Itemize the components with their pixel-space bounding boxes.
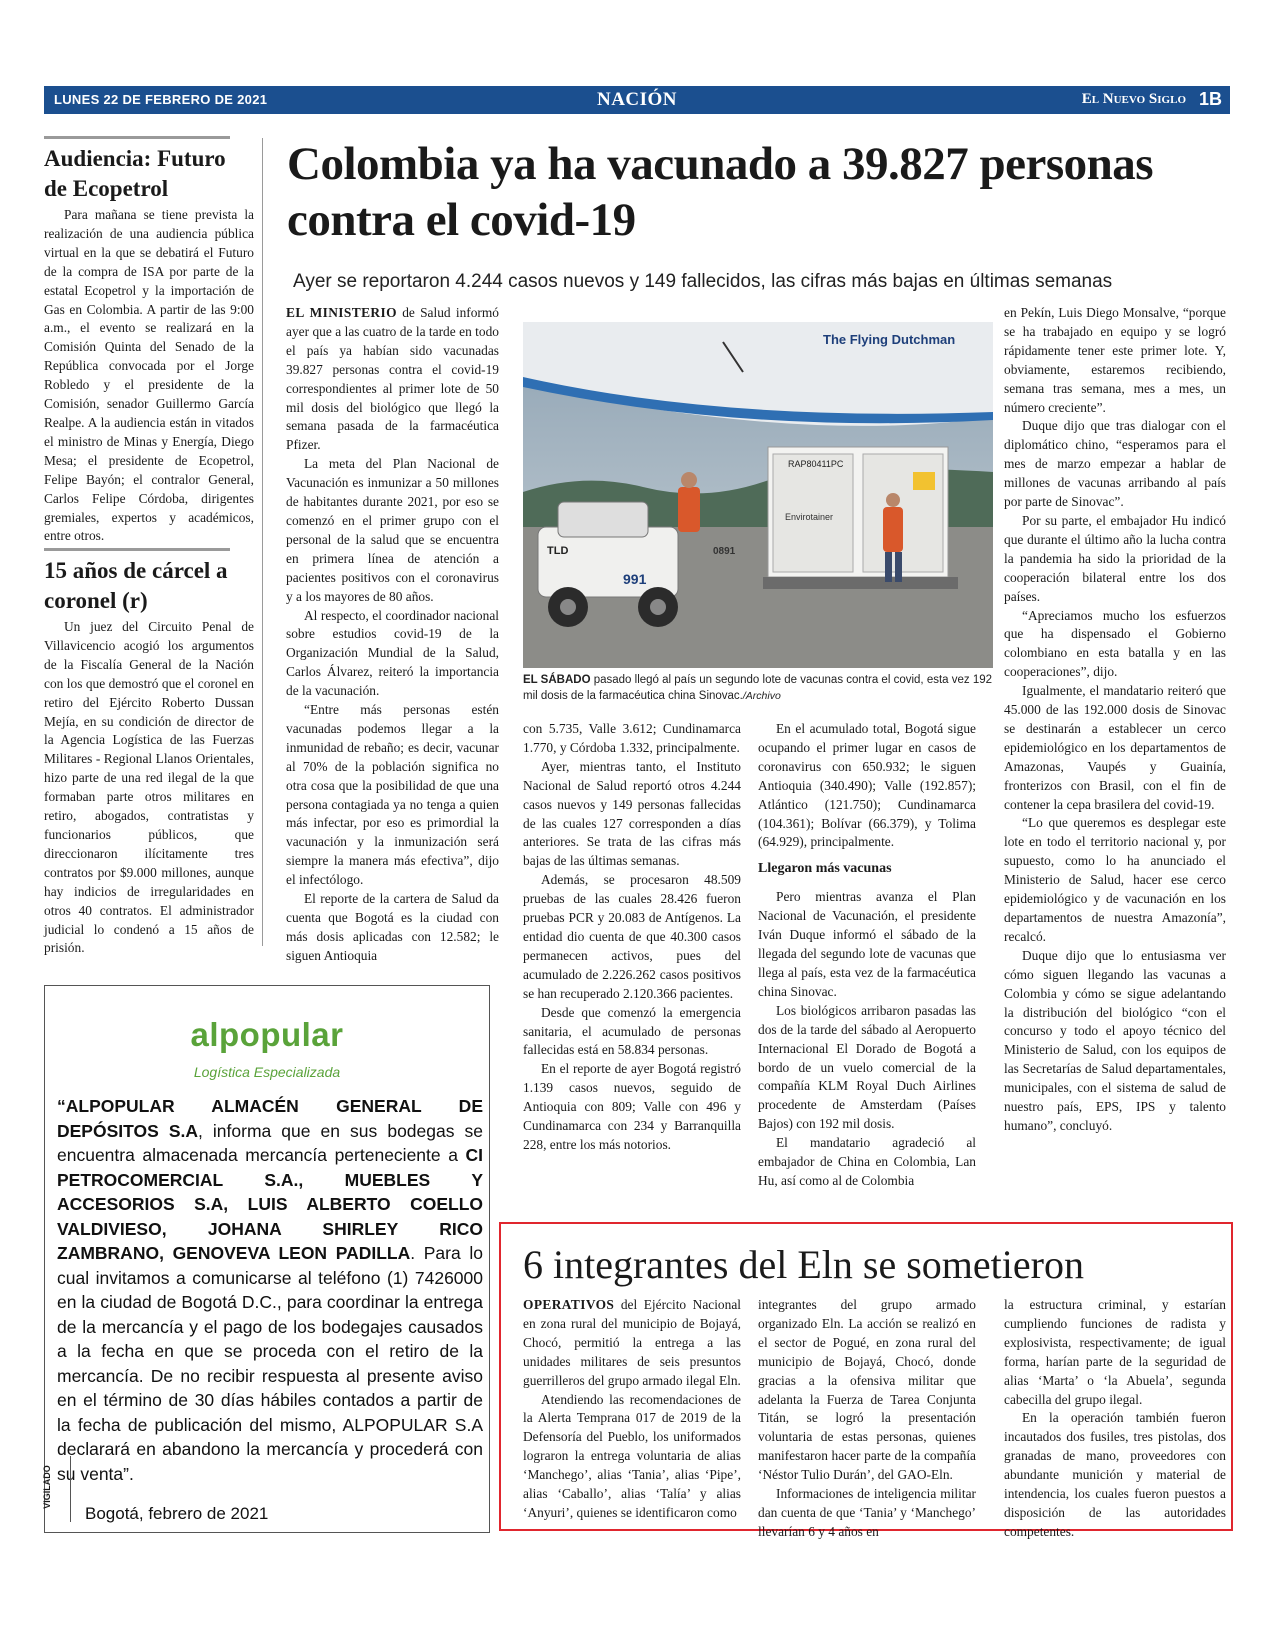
main-paragraph: “Apreciamos mucho los esfuerzos que ha dispensado el Gobierno colombiano en esta batalla y en las cooperaciones”, dijo.: [1004, 607, 1226, 680]
brief-title-ecopetrol: Audiencia: Futuro de Ecopetrol: [44, 146, 226, 201]
brief-body-coronel: Un juez del Circuito Penal de Villavicencio acogió los argumentos de la Fiscalía General de la Nación con los que demostró que el coronel en retiro del Ejército Roberto Dussan Mejía, en su condición de director de la Agencia Logística de las Fuerzas Militares - Regional Llanos Orientales, hizo parte de una red ilegal de la que formaban parte otros militares en retiro, abogados, contratistas y funcionarios públicos, que direccionaron ilícitamente tres contratos por $9.000 millones, aunque hay indicios de irregularidades en otros 40 contratos. El administrador judicial lo condenó a 15 años de prisión.: [44, 619, 254, 956]
brief-rule: [44, 548, 230, 551]
ad-city-date: Bogotá, febrero de 2021: [85, 1504, 269, 1523]
main-paragraph: Desde que comenzó la emergencia sanitaria, el acumulado de personas fallecidas está en 58.834 personas.: [523, 1004, 741, 1058]
eln-paragraph: integrantes del grupo armado organizado Eln. La acción se realizó en el sector de Pogué, en zona rural del municipio de Bojayá, Chocó, donde gracias a la ofensiva militar que adelanta la Fuerza de Tarea Conjunta Titán, se logró la presentación voluntaria de estas personas, quienes manifestaron hacer parte de la compañía ‘Néstor Tulio Durán’, del GAO-Eln.: [758, 1297, 976, 1483]
main-paragraph: “Entre más personas estén vacunadas podemos llegar a la inmunidad de rebaño; es decir, vacunar al 70% de la población significa no otra cosa que la posibilidad de que una persona contagiada ya no tenga a quien más infectar, por eso es primordial la vacunación y la inmunización será siempre la manera más efectiva”, dijo el infectólogo.: [286, 702, 499, 888]
newspaper-name: El Nuevo Siglo: [1081, 91, 1186, 107]
tug-brand-text: TLD: [547, 545, 569, 557]
eln-paragraph: En la operación también fueron incautados dos fusiles, tres pistolas, dos granadas de mano, proveedores con abundante munición y material de intendencia, los cuales fueron puestos a disposición de las autoridades competentes.: [1004, 1410, 1226, 1539]
eln-paragraph: del Ejército Nacional en zona rural del municipio de Bojayá, Chocó, permitió la entrega a las unidades militares de seis presuntos guerrilleros del grupo armado ilegal Eln.: [523, 1297, 741, 1388]
ad-owners-list: CI PETROCOMERCIAL S.A., MUEBLES Y ACCESORIOS S.A, LUIS ALBERTO COELLO VALDIVIESO, JOHANA SHIRLEY RICO ZAMBRANO, GENOVEVA LEON PADILLA: [57, 1145, 483, 1263]
alpopular-tagline: Logística Especializada: [193, 1064, 341, 1080]
eln-paragraph: Atendiendo las recomendaciones de la Alerta Temprana 017 de 2019 de la Defensoría del Pueblo, los uniformados lograron la entrega voluntaria de alias ‘Manchego’, alias ‘Tania’, alias ‘Pipe’, alias ‘Caballo’, alias ‘Talía’ y alias ‘Anyuri’, quienes se identificaron como: [523, 1391, 741, 1520]
main-paragraph: Además, se procesaron 48.509 pruebas de las cuales 28.426 fueron pruebas PCR y 20.083 de Antígenos. La entidad dio cuenta de que 40.300 casos permanecen activos, pues del acumulado de 2.226.262 casos positivos se han recuperado 2.120.366 pacientes.: [523, 872, 741, 1001]
eln-paragraph: la estructura criminal, y estarían cumpliendo funciones de radista y explosivista, respectivamente; de igual forma, harían parte de la seguridad de alias ‘Marta’ o ‘la Abuela’, segunda cabecilla del grupo ilegal.: [1004, 1297, 1226, 1407]
eln-headline: 6 integrantes del Eln se sometieron: [523, 1242, 1084, 1287]
caption-text: pasado llegó al país un segundo lote de vacunas contra el covid, esta vez 192 mil dosis de la farmacéutica china Sinovac.: [523, 674, 993, 702]
plane-livery-text: The Flying Dutchman: [823, 332, 956, 347]
main-paragraph: Duque dijo que lo entusiasma ver cómo siguen llegando las vacunas a Colombia y cómo se sigue adelantando la distribución del biológico “con el concurso y todo el apoyo técnico del Ministerio de Salud, con los equipos de las Secretarías de Salud departamentales, municipales, con el sistema de salud de nuestro país, EPS, IPS y talento humano”, concluyó.: [1004, 947, 1226, 1133]
main-lead-word: EL MINISTERIO: [286, 305, 397, 320]
eln-lead-word: OPERATIVOS: [523, 1297, 615, 1312]
main-paragraph: Ayer, mientras tanto, el Instituto Nacional de Salud reportó otros 4.244 casos nuevos y 149 personas fallecidas de las cuales 127 corresponden a días anteriores. Se trata de las cifras más bajas de las últimas semanas.: [523, 758, 741, 869]
envirotainer-text: Envirotainer: [785, 512, 834, 522]
main-paragraph: En el acumulado total, Bogotá sigue ocupando el primer lugar en casos de coronavirus con 650.932; le siguen Antioquia (340.490); Valle (192.857); Atlántico (121.750); Cundinamarca (104.361); Bolívar (66.379), y Tolima (64.929), principalmente.: [758, 721, 976, 850]
container-id-text: RAP80411PC: [788, 459, 844, 469]
column-divider: [262, 138, 263, 946]
vigilado-label: VIGILADO: [41, 1465, 52, 1509]
main-subhead: Ayer se reportaron 4.244 casos nuevos y 149 fallecidos, las cifras más bajas en últimas semanas: [293, 271, 1113, 292]
main-paragraph: Duque dijo que tras dialogar con el diplomático chino, “esperamos para el mes de marzo empezar a hablar de millones de vacunas arribando al país por parte de Sinovac”.: [1004, 418, 1226, 510]
alpopular-advertisement: [41, 985, 490, 1533]
eln-column-3: [1004, 1296, 1226, 1542]
main-paragraph: de Salud informó ayer que a las cuatro de la tarde en todo el país ya habían sido vacunadas 39.827 personas contra el covid-19 correspondientes al primer lote de 50 mil dosis del biológico que llegó la semana pasada de la farmacéutica Pfizer.: [286, 305, 500, 453]
vaccine-shipment-photo: [523, 322, 993, 668]
main-paragraph: con 5.735, Valle 3.612; Cundinamarca 1.770, y Córdoba 1.332, principalmente.: [523, 721, 741, 755]
main-paragraph: en Pekín, Luis Diego Monsalve, “porque se ha trabajado en equipo y se logró rápidamente tener este primer lote. Y, obviamente, estaremos recibiendo, semana tras semana, mes a mes, un número creciente”.: [1004, 305, 1226, 415]
main-paragraph: “Lo que queremos es desplegar este lote en todo el territorio nacional y, por supuesto, como lo ha anunciado el Ministerio de Salud, hacer ese cerco epidemiológico y de vacunación en los departamentos de nuestra Amazonía”, recalcó.: [1004, 815, 1226, 944]
main-headline: Colombia ya ha vacunado a 39.827 personas contra el covid-19: [287, 138, 1154, 246]
main-column-1: [286, 304, 499, 966]
main-paragraph: Pero mientras avanza el Plan Nacional de Vacunación, el presidente Iván Duque informó el sábado de la llegada del segundo lote de vacunas que llega al país, esta vez de la farmacéutica china Sinovac.: [758, 889, 976, 999]
ad-text-segment: , informa que en sus bodegas se encuentra almacenada mercancía perteneciente a: [57, 1120, 483, 1165]
ad-notice-text: [57, 1094, 483, 1486]
main-paragraph: La meta del Plan Nacional de Vacunación es inmunizar a 50 millones de habitantes durante 2021, por eso se comenzó en el primer grupo con el personal de la salud que se encuentra en primera línea de atención a pacientes positivos con el coronavirus y a los mayores de 80 años.: [286, 456, 499, 604]
photo-illustration: [523, 322, 993, 668]
main-paragraph: Los biológicos arribaron pasadas las dos de la tarde del sábado al Aeropuerto Internacional El Dorado de Bogotá a bordo de un vuelo comercial de la compañía KLM Royal Duch Airlines procedente de Amsterdam (Países Bajos) con 192 mil dosis.: [758, 1002, 976, 1132]
page-number: 1B: [1198, 89, 1222, 109]
main-column-4: [1004, 304, 1226, 1136]
main-paragraph: Al respecto, el coordinador nacional sobre estudios covid-19 de la Organización Mundial de la Salud, Carlos Álvarez, reiteró la importancia de la vacunación.: [286, 607, 499, 699]
main-paragraph: El mandatario agradeció al embajador de China en Colombia, Lan Hu, así como al de Colombia: [758, 1135, 976, 1188]
main-column-2: [523, 720, 741, 1155]
main-paragraph: El reporte de la cartera de Salud da cuenta que Bogotá es la ciudad con más dosis aplicadas con 12.582; le siguen Antioquia: [286, 891, 499, 963]
photo-credit: /Archivo: [742, 690, 781, 702]
header-section: NACIÓN: [596, 89, 678, 110]
main-paragraph: En el reporte de ayer Bogotá registró 1.139 casos nuevos, seguido de Antioquia con 809; Valle con 496 y Cundinamarca con 234 y Barranquilla 228, entre los más notorios.: [523, 1061, 741, 1152]
ad-company-name: “ALPOPULAR ALMACÉN GENERAL DE DEPÓSITOS S.A: [57, 1096, 483, 1141]
main-paragraph: Igualmente, el mandatario reiteró que 45.000 de las 192.000 dosis de Sinovac se destinarán a establecer un cerco epidemiológico en los departamentos de Amazonas, Vaupés y Guainía, fronterizos con Brasil, con el fin de contener la cepa brasilera del covid-19.: [1004, 683, 1226, 812]
main-column-3: [758, 720, 976, 1191]
tug-id-text: 0891: [713, 546, 736, 557]
brief-body-ecopetrol: Para mañana se tiene prevista la realización de una audiencia pública virtual en la que se debatirá el Futuro de la compra de ISA por parte de la estatal Ecopetrol y la importación de Gas en Colombia. A partir de las 9:00 a.m., el evento se realizará en la Comisión Quinta del Senado de la República convocada por el Jorge Robledo y el presidente de la Comisión, senador Guillermo García Realpe. A la audiencia están in vitados el ministro de Minas y Energía, Diego Mesa; el presidente de Ecopetrol, Felipe Bayón; el contralor General, Carlos Felipe Córdoba, dirigentes gremiales, expertos y académicos, entre otros.: [44, 207, 254, 544]
vigilado-mark: [41, 1456, 71, 1522]
section-subheading: Llegaron más vacunas: [758, 861, 892, 877]
tug-number-text: 991: [623, 571, 647, 587]
main-paragraph: Por su parte, el embajador Hu indicó que durante el último año la lucha contra la pandemia ha sido la prioridad de la cooperación bilateral entre los dos países.: [1004, 512, 1226, 604]
brief-title-coronel: 15 años de cárcel a coronel (r): [44, 558, 228, 613]
eln-paragraph: Informaciones de inteligencia militar dan cuenta de que ‘Tania’ y ‘Manchego’ llevarían 6 y 4 años en: [758, 1486, 976, 1539]
caption-lead: EL SÁBADO: [523, 674, 591, 686]
brief-rule: [44, 136, 230, 139]
eln-column-1: [523, 1296, 741, 1523]
photo-caption: [523, 672, 993, 704]
ad-text-segment: . Para lo cual invitamos a comunicarse al teléfono (1) 7426000 en la ciudad de Bogotá D.C., para coordinar la entrega de la mercancía y el pago de los bodegajes causados a la fecha en que se proceda con el retiro de la mercancía. De no recibir respuesta al presente aviso en el término de 30 días hábiles contados a partir de la fecha de publicación del mismo, ALPOPULAR S.A declarará en abandono la mercancía y procederá con su venta”.: [57, 1243, 483, 1484]
eln-column-2: [758, 1296, 976, 1542]
header-date: LUNES 22 DE FEBRERO DE 2021: [54, 92, 268, 107]
alpopular-logo: alpopular: [190, 1016, 344, 1053]
header-bar: [44, 86, 1230, 114]
